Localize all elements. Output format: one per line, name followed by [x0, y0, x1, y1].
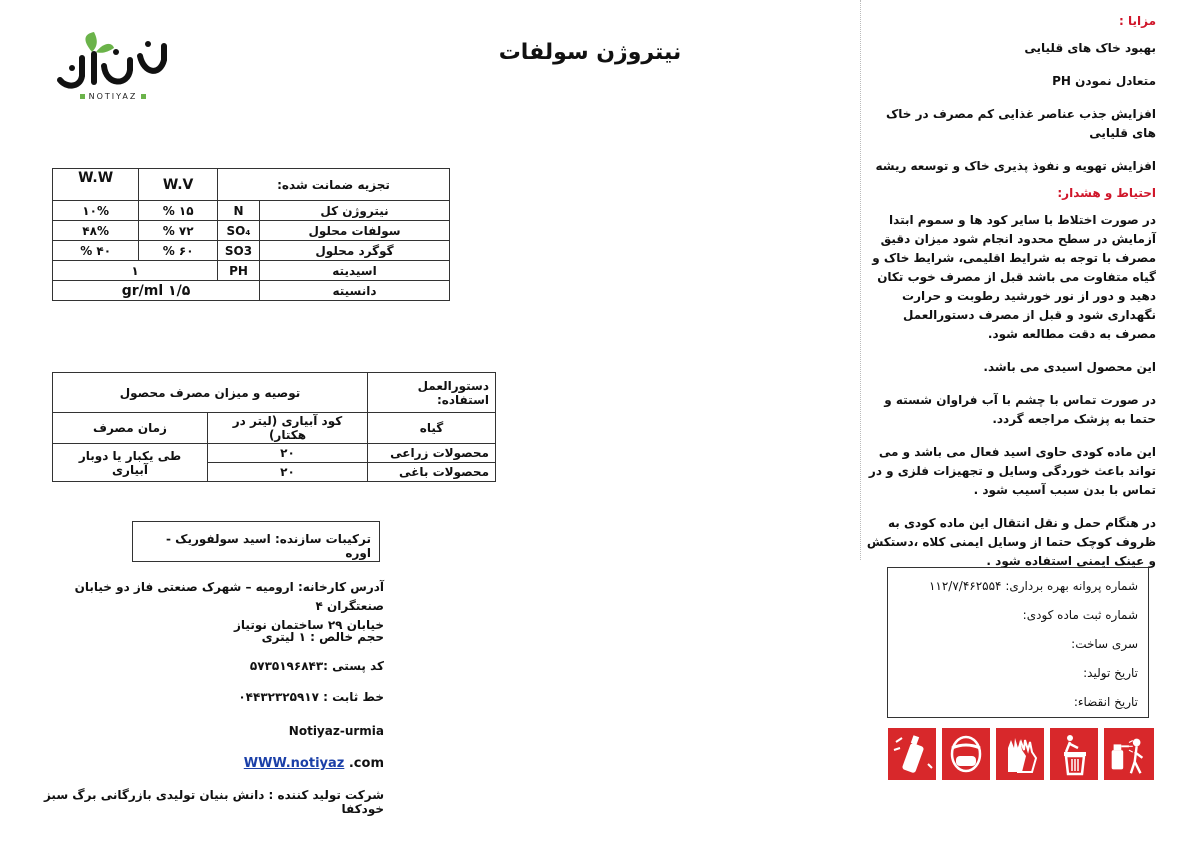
- benefit-item: افزایش جذب عناصر غذایی کم مصرف در خاک های قلیایی: [885, 107, 1156, 140]
- warning-item: در صورت اختلاط با سایر کود ها و سموم ابتدا آزمایش در سطح محدود انجام شود میزان دقیق مصرف با توجه به شرایط اقلیمی، شرایط خاک و گیاه متفاوت می باشد قبل از مصرف خوب تکان دهید و دور از نور خورشید رطوبت و حرارت نگهداری شود و قبل از مصرف دستورالعمل مصرف به دقت مطالعه شود.: [872, 213, 1156, 341]
- analysis-name: دانسیته: [260, 281, 450, 301]
- analysis-ww: ۱۰%: [53, 201, 139, 221]
- benefit-item: افزایش تهویه و نفوذ پذیری خاک و توسعه ریشه: [875, 159, 1156, 173]
- warning-item: در صورت تماس با چشم با آب فراوان شسته و حتما به پزشک مراجعه گردد.: [884, 393, 1156, 426]
- benefit-item: بهبود خاک های قلیایی: [1024, 41, 1156, 55]
- analysis-label: تجزیه ضمانت شده:: [218, 169, 450, 201]
- warning-item: این ماده کودی حاوی اسید فعال می باشد و می تواند باعث خوردگی وسایل و تجهیزات فلزی و در تماس با بدن سبب آسیب شود .: [868, 445, 1156, 497]
- face-mask-icon: [942, 728, 990, 780]
- analysis-wv: ۷۲ %: [139, 221, 218, 241]
- registration-box: [887, 567, 1149, 718]
- table-row: [53, 281, 450, 301]
- usage-plant: محصولات زراعی: [368, 444, 496, 463]
- safety-icons: [888, 728, 1154, 780]
- factory-address: [30, 578, 384, 635]
- col-plant: گیاه: [368, 413, 496, 444]
- warning-item: در هنگام حمل و نقل انتقال این ماده کودی به ظروف کوچک حتما از وسایل ایمنی کلاه ،دستکش و عینک ایمنی استفاده شود .: [866, 516, 1156, 568]
- analysis-name: گوگرد محلول: [260, 241, 450, 261]
- address-line: آدرس کارخانه: ارومیه – شهرک صنعتی فاز دو خیابان صنعتگران ۴: [74, 580, 384, 613]
- table-row: [53, 241, 450, 261]
- usage-dose: ۲۰: [208, 444, 368, 463]
- gloves-icon: [996, 728, 1044, 780]
- column-divider: [860, 0, 861, 560]
- notiyaz-logo-mark: [52, 30, 174, 92]
- license-number: شماره پروانه بهره برداری: ۱۱۲/۷/۴۶۲۵۵۴: [928, 579, 1138, 593]
- usage-time: طی یکبار یا دوبار آبیاری: [53, 444, 208, 482]
- analysis-ww: ۴۰ %: [53, 241, 139, 261]
- batch-number: سری ساخت:: [1071, 637, 1138, 651]
- benefit-item: متعادل نمودن PH: [1052, 74, 1156, 88]
- table-row: [53, 261, 450, 281]
- phone-number: خط ثابت : ۰۴۴۳۲۳۲۵۹۱۷: [238, 690, 384, 704]
- benefits-heading: مزایا :: [1119, 14, 1156, 28]
- col-dose: کود آبیاری (لیتر در هکتار): [208, 413, 368, 444]
- instruction-label: دستورالعمل استفاده:: [368, 373, 496, 413]
- postal-code: کد پستی :۵۷۳۵۱۹۶۸۴۳: [249, 659, 384, 673]
- shake-bottle-icon: [888, 728, 936, 780]
- warnings-heading: احتیاط و هشدار:: [1057, 186, 1156, 200]
- registration-number: شماره ثبت ماده کودی:: [1022, 608, 1138, 622]
- expiry-date: تاریخ انقضاء:: [1073, 695, 1138, 709]
- usage-table: [52, 372, 496, 482]
- analysis-symbol: N: [218, 201, 260, 221]
- spray-icon: [1104, 728, 1154, 780]
- trash-bin-icon: [1050, 728, 1098, 780]
- table-row: [53, 444, 496, 463]
- address-line: خیابان ۲۹ ساختمان نوتیاز: [234, 618, 384, 632]
- composition-box: [132, 521, 380, 562]
- table-subheader-row: [53, 413, 496, 444]
- usage-plant: محصولات باغی: [368, 463, 496, 482]
- logo: [52, 30, 174, 114]
- recommendation-label: توصیه و میزان مصرف محصول: [53, 373, 368, 413]
- website-link[interactable]: WWW.notiyaz: [243, 756, 345, 771]
- net-volume: حجم خالص : ۱ لیتری: [261, 630, 384, 644]
- producer: شرکت تولید کننده : دانش بنیان تولیدی بازرگانی برگ سبز خودکفا: [43, 788, 384, 816]
- analysis-ww: ۴۸%: [53, 221, 139, 241]
- table-header-row: [53, 373, 496, 413]
- logo-brand: NOTIYAZ: [52, 92, 174, 101]
- analysis-symbol: SO₄: [218, 221, 260, 241]
- product-title: نیتروژن سولفات: [498, 40, 682, 65]
- production-date: تاریخ تولید:: [1083, 666, 1138, 680]
- table-row: [53, 201, 450, 221]
- col-time: زمان مصرف: [53, 413, 208, 444]
- analysis-name: اسیدیته: [260, 261, 450, 281]
- composition-value: اسید سولفوریک - اوره: [166, 532, 371, 560]
- usage-dose: ۲۰: [208, 463, 368, 482]
- wv-header: W.V: [139, 169, 218, 201]
- analysis-symbol: SO3: [218, 241, 260, 261]
- ww-header: W.W: [53, 169, 139, 201]
- composition-label: ترکیبات سازنده:: [274, 532, 371, 546]
- analysis-value: ۱/۵ gr/ml: [53, 281, 260, 301]
- analysis-name: نیتروژن کل: [260, 201, 450, 221]
- analysis-name: سولفات محلول: [260, 221, 450, 241]
- warning-item: این محصول اسیدی می باشد.: [983, 360, 1156, 374]
- right-column: [866, 12, 1156, 585]
- instagram-handle: Notiyaz-urmia: [288, 724, 384, 738]
- website-suffix: .com: [344, 756, 384, 771]
- table-row: [53, 221, 450, 241]
- analysis-value: ۱: [53, 261, 218, 281]
- analysis-wv: ۱۵ %: [139, 201, 218, 221]
- website: [200, 756, 384, 771]
- analysis-symbol: PH: [218, 261, 260, 281]
- table-header-row: [53, 169, 450, 201]
- guaranteed-analysis-table: [52, 168, 450, 301]
- analysis-wv: ۶۰ %: [139, 241, 218, 261]
